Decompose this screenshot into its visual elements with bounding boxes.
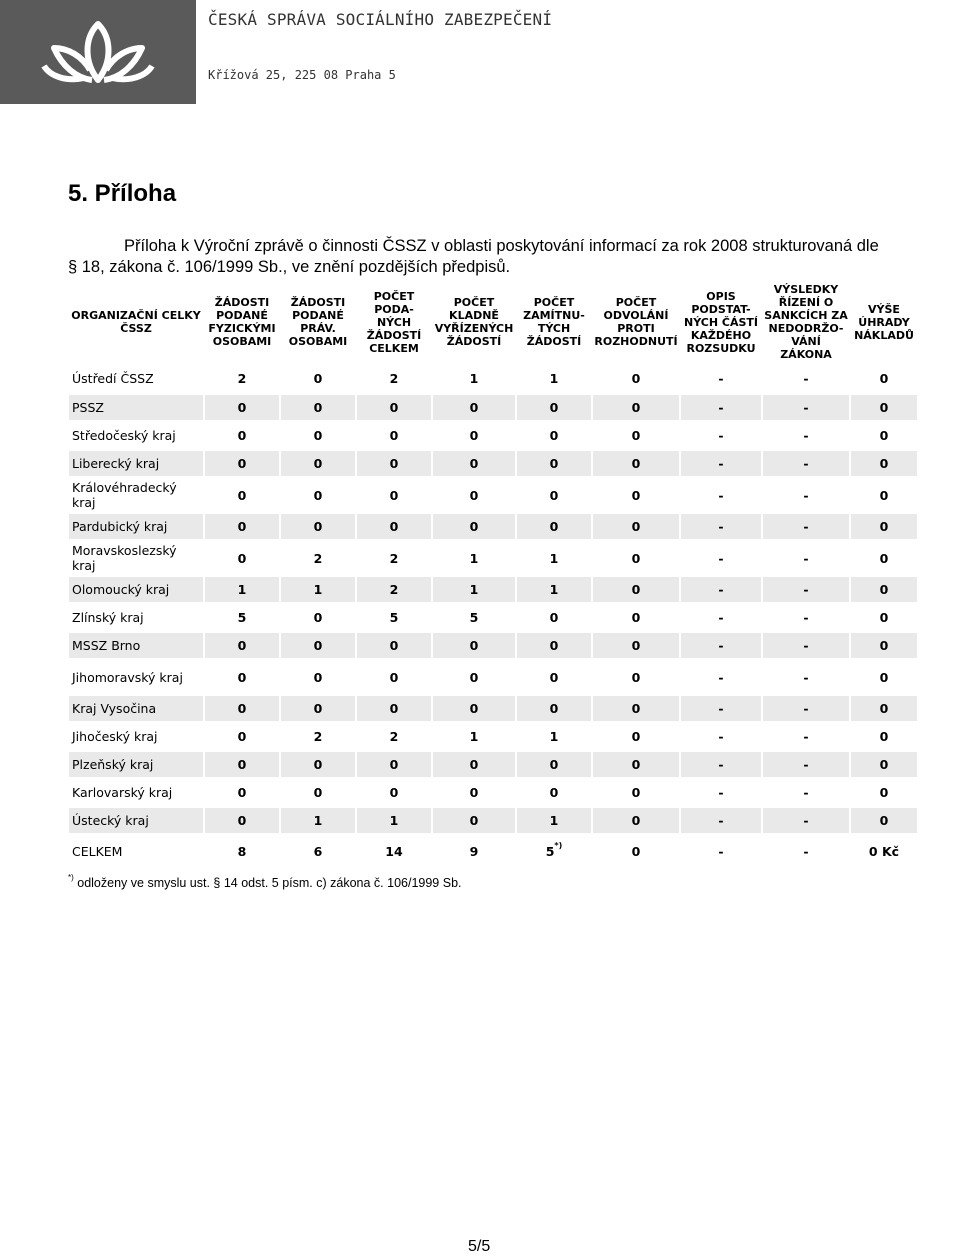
- column-header: POČET PODA-NÝCH ŽÁDOSTÍ CELKEM: [366, 289, 422, 355]
- table-cell: 0: [469, 428, 479, 443]
- table-cell: 0: [879, 487, 889, 503]
- table-cell: 0: [205, 696, 279, 721]
- table-cell: 0: [205, 395, 279, 420]
- column-header: OPIS PODSTAT-NÝCH ČÁSTÍ KAŽDÉHO ROZSUDKU: [684, 289, 758, 355]
- table-cell: 0: [851, 451, 917, 476]
- table-cell: 0: [357, 395, 431, 420]
- total-value: 0 Kč: [868, 843, 900, 859]
- table-cell: 2: [313, 729, 323, 744]
- column-header: VÝSLEDKY ŘÍZENÍ O SANKCÍCH ZA NEDODRŽO-VÁNÍ ZÁKONA: [764, 283, 848, 361]
- table-cell: 0: [313, 487, 323, 503]
- table-cell: 0: [281, 752, 355, 777]
- table-cell: 0: [549, 487, 559, 503]
- table-cell: -: [681, 696, 761, 721]
- total-cell: [517, 836, 591, 866]
- total-value: 8: [237, 843, 247, 859]
- total-cell: [593, 836, 679, 866]
- row-label: Olomoucký kraj: [69, 577, 203, 602]
- table-cell: 0: [517, 696, 591, 721]
- row-label: Jihomoravský kraj: [72, 669, 183, 685]
- table-row: [69, 364, 917, 392]
- row-label: Liberecký kraj: [69, 451, 203, 476]
- column-header: POČET ZAMÍTNU-TÝCH ŽÁDOSTÍ: [523, 296, 585, 348]
- table-cell: 0: [469, 669, 479, 685]
- table-row: [69, 514, 917, 539]
- table-cell: 0: [469, 487, 479, 503]
- table-row: [69, 577, 917, 602]
- row-label: Kraj Vysočina: [69, 696, 203, 721]
- intro-paragraph: Příloha k Výroční zprávě o činnosti ČSSZ v oblasti poskytování informací za rok 2008 strukturovaná dle § 18, zákona č. 106/1999 Sb., ve znění pozdějších předpisů.: [68, 237, 879, 276]
- table-cell: 0: [205, 808, 279, 833]
- table-cell: -: [763, 696, 849, 721]
- table-cell: 0: [851, 808, 917, 833]
- table-cell: 0: [357, 451, 431, 476]
- column-header: ORGANIZAČNÍ CELKY ČSSZ: [71, 309, 201, 335]
- table-cell: 0: [433, 395, 515, 420]
- table-cell: 1: [549, 370, 559, 386]
- table-cell: -: [763, 577, 849, 602]
- table-row: [69, 724, 917, 749]
- table-row: [69, 696, 917, 721]
- table-cell: -: [763, 808, 849, 833]
- table-cell: 0: [313, 669, 323, 685]
- table-cell: 0: [357, 514, 431, 539]
- table-row: [69, 661, 917, 693]
- table-row: [69, 808, 917, 833]
- total-cell: [681, 836, 761, 866]
- row-label: MSSZ Brno: [69, 633, 203, 658]
- total-row: [69, 836, 917, 866]
- table-cell: 1: [517, 577, 591, 602]
- table-row: [69, 780, 917, 805]
- table-cell: 0: [205, 752, 279, 777]
- table-cell: 0: [281, 514, 355, 539]
- table-cell: 0: [631, 669, 641, 685]
- table-cell: 0: [631, 370, 641, 386]
- table-cell: 0: [357, 633, 431, 658]
- table-cell: -: [803, 370, 809, 386]
- table-cell: -: [803, 610, 809, 625]
- table-cell: 2: [389, 370, 399, 386]
- table-cell: 0: [281, 451, 355, 476]
- table-cell: 0: [879, 550, 889, 566]
- table-cell: -: [803, 487, 809, 503]
- table-cell: 0: [433, 633, 515, 658]
- table-cell: 0: [851, 395, 917, 420]
- table-cell: 0: [433, 696, 515, 721]
- table-cell: 0: [237, 487, 247, 503]
- table-cell: 0: [469, 785, 479, 800]
- table-cell: 2: [237, 370, 247, 386]
- table-cell: -: [718, 785, 724, 800]
- organization-address: Křížová 25, 225 08 Praha 5: [208, 68, 396, 82]
- table-cell: 0: [517, 395, 591, 420]
- table-cell: -: [803, 669, 809, 685]
- table-cell: 0: [433, 451, 515, 476]
- row-label: Ústecký kraj: [69, 808, 203, 833]
- table-row: [69, 633, 917, 658]
- table-cell: 0: [851, 577, 917, 602]
- table-cell: 0: [879, 729, 889, 744]
- table-cell: 2: [357, 577, 431, 602]
- total-label: [69, 836, 203, 866]
- table-cell: 0: [237, 785, 247, 800]
- table-cell: 0: [313, 785, 323, 800]
- footnote: [68, 873, 462, 890]
- row-label: Pardubický kraj: [69, 514, 203, 539]
- total-cell: [205, 836, 279, 866]
- table-cell: 1: [469, 370, 479, 386]
- table-cell: 0: [879, 370, 889, 386]
- row-label: Moravskoslezský kraj: [72, 543, 177, 573]
- total-value: 14: [385, 843, 403, 859]
- total-cell: [281, 836, 355, 866]
- table-cell: 0: [517, 514, 591, 539]
- total-value: 9: [469, 843, 479, 859]
- table-cell: 0: [851, 514, 917, 539]
- table-cell: 5: [389, 610, 399, 625]
- table-row: [69, 605, 917, 630]
- table-cell: 0: [517, 633, 591, 658]
- table-cell: 1: [281, 808, 355, 833]
- table-row: [69, 423, 917, 448]
- table-cell: 0: [549, 428, 559, 443]
- table-cell: 1: [205, 577, 279, 602]
- lotus-logo-icon: [40, 18, 156, 86]
- row-label: Karlovarský kraj: [72, 785, 173, 800]
- table-cell: 0: [433, 514, 515, 539]
- total-value: -: [803, 843, 809, 859]
- total-cell: [763, 836, 849, 866]
- table-cell: 1: [549, 550, 559, 566]
- column-header: VÝŠE ÚHRADY NÁKLADŮ: [854, 302, 914, 342]
- section-title: 5. Příloha: [68, 180, 177, 207]
- table-cell: 0: [237, 729, 247, 744]
- table-cell: 0: [517, 752, 591, 777]
- table-cell: 2: [389, 550, 399, 566]
- table-cell: 0: [313, 370, 323, 386]
- table-cell: 0: [851, 633, 917, 658]
- table-cell: -: [803, 785, 809, 800]
- table-cell: 0: [879, 428, 889, 443]
- table-cell: 0: [593, 577, 679, 602]
- table-cell: 0: [205, 451, 279, 476]
- row-label: Středočeský kraj: [72, 428, 176, 443]
- table-cell: -: [718, 610, 724, 625]
- table-header-row: [69, 283, 917, 361]
- table-cell: -: [718, 487, 724, 503]
- table-cell: 0: [433, 808, 515, 833]
- table-cell: -: [763, 451, 849, 476]
- table-cell: 0: [631, 610, 641, 625]
- table-cell: -: [718, 729, 724, 744]
- table-cell: -: [681, 752, 761, 777]
- table-cell: -: [718, 428, 724, 443]
- total-value: CELKEM: [72, 843, 123, 859]
- table-cell: -: [763, 514, 849, 539]
- statistics-table: [67, 280, 919, 869]
- table-cell: 0: [593, 395, 679, 420]
- table-cell: -: [681, 577, 761, 602]
- table-cell: 0: [237, 669, 247, 685]
- table-cell: -: [681, 395, 761, 420]
- table-cell: -: [763, 395, 849, 420]
- column-header: ŽÁDOSTI PODANÉ FYZICKÝMI OSOBAMI: [208, 296, 276, 348]
- table-cell: 0: [389, 428, 399, 443]
- column-header: POČET KLADNĚ VYŘÍZENÝCH ŽÁDOSTÍ: [434, 296, 514, 348]
- row-label: Jihočeský kraj: [72, 729, 158, 744]
- table-cell: -: [718, 669, 724, 685]
- table-row: [69, 542, 917, 574]
- total-cell: [357, 836, 431, 866]
- table-cell: 0: [593, 808, 679, 833]
- table-cell: 1: [281, 577, 355, 602]
- row-label: Plzeňský kraj: [69, 752, 203, 777]
- table-cell: 0: [389, 669, 399, 685]
- table-cell: -: [718, 370, 724, 386]
- total-value: -: [718, 843, 724, 859]
- table-cell: -: [718, 550, 724, 566]
- table-cell: 0: [549, 669, 559, 685]
- total-cell: [851, 836, 917, 866]
- organization-name: ČESKÁ SPRÁVA SOCIÁLNÍHO ZABEZPEČENÍ: [208, 10, 553, 29]
- table-cell: 0: [281, 633, 355, 658]
- table-cell: 2: [313, 550, 323, 566]
- total-cell: [433, 836, 515, 866]
- table-cell: 0: [549, 610, 559, 625]
- table-cell: 0: [879, 610, 889, 625]
- table-cell: 0: [517, 451, 591, 476]
- table-cell: 0: [593, 514, 679, 539]
- total-value: 0: [631, 843, 641, 859]
- table-cell: 0: [593, 633, 679, 658]
- table-cell: 0: [879, 669, 889, 685]
- row-label: Ústředí ČSSZ: [72, 370, 154, 386]
- table-cell: 0: [631, 487, 641, 503]
- table-cell: -: [681, 451, 761, 476]
- table-row: [69, 479, 917, 511]
- column-header: POČET ODVOLÁNÍ PROTI ROZHODNUTÍ: [594, 296, 678, 348]
- table-cell: 0: [631, 729, 641, 744]
- table-cell: 0: [313, 610, 323, 625]
- table-cell: -: [681, 633, 761, 658]
- table-cell: 1: [357, 808, 431, 833]
- table-cell: -: [803, 729, 809, 744]
- total-value: 6: [313, 843, 323, 859]
- table-cell: -: [763, 752, 849, 777]
- table-cell: 0: [879, 785, 889, 800]
- table-row: [69, 752, 917, 777]
- row-label: Zlínský kraj: [72, 610, 144, 625]
- table-cell: 0: [433, 752, 515, 777]
- table-cell: 0: [851, 752, 917, 777]
- table-cell: 5: [469, 610, 479, 625]
- table-cell: 0: [549, 785, 559, 800]
- table-cell: 5: [237, 610, 247, 625]
- table-cell: 1: [469, 550, 479, 566]
- table-cell: 1: [469, 729, 479, 744]
- table-cell: 1: [517, 808, 591, 833]
- table-cell: 0: [631, 550, 641, 566]
- table-cell: -: [803, 550, 809, 566]
- table-cell: 0: [237, 550, 247, 566]
- table-cell: 1: [549, 729, 559, 744]
- logo: [0, 0, 196, 104]
- table-cell: 0: [631, 428, 641, 443]
- total-value: 5: [545, 843, 555, 859]
- table-cell: 0: [313, 428, 323, 443]
- table-cell: -: [681, 514, 761, 539]
- table-cell: 0: [631, 785, 641, 800]
- table-cell: 0: [205, 514, 279, 539]
- table-cell: 0: [237, 428, 247, 443]
- page-number: 5/5: [468, 1238, 491, 1255]
- total-footnote-mark: *): [554, 840, 563, 850]
- table-cell: 0: [281, 395, 355, 420]
- table-cell: 0: [851, 696, 917, 721]
- table-cell: 0: [389, 785, 399, 800]
- table-cell: 0: [205, 633, 279, 658]
- row-label: Královéhradecký kraj: [72, 480, 177, 510]
- table-cell: 0: [593, 752, 679, 777]
- table-cell: -: [803, 428, 809, 443]
- table-cell: 0: [389, 487, 399, 503]
- table-cell: 0: [357, 752, 431, 777]
- table-row: [69, 395, 917, 420]
- table-cell: 1: [433, 577, 515, 602]
- table-cell: 2: [389, 729, 399, 744]
- footnote-text: odloženy ve smyslu ust. § 14 odst. 5 písm. c) zákona č. 106/1999 Sb.: [73, 876, 462, 890]
- table-cell: -: [681, 808, 761, 833]
- table-cell: -: [763, 633, 849, 658]
- table-row: [69, 451, 917, 476]
- footnote-mark: *): [68, 873, 74, 882]
- table-cell: 0: [281, 696, 355, 721]
- row-label: PSSZ: [69, 395, 203, 420]
- table-cell: 0: [593, 451, 679, 476]
- column-header: ŽÁDOSTI PODANÉ PRÁV. OSOBAMI: [288, 296, 348, 348]
- table-cell: 0: [593, 696, 679, 721]
- table-cell: 0: [357, 696, 431, 721]
